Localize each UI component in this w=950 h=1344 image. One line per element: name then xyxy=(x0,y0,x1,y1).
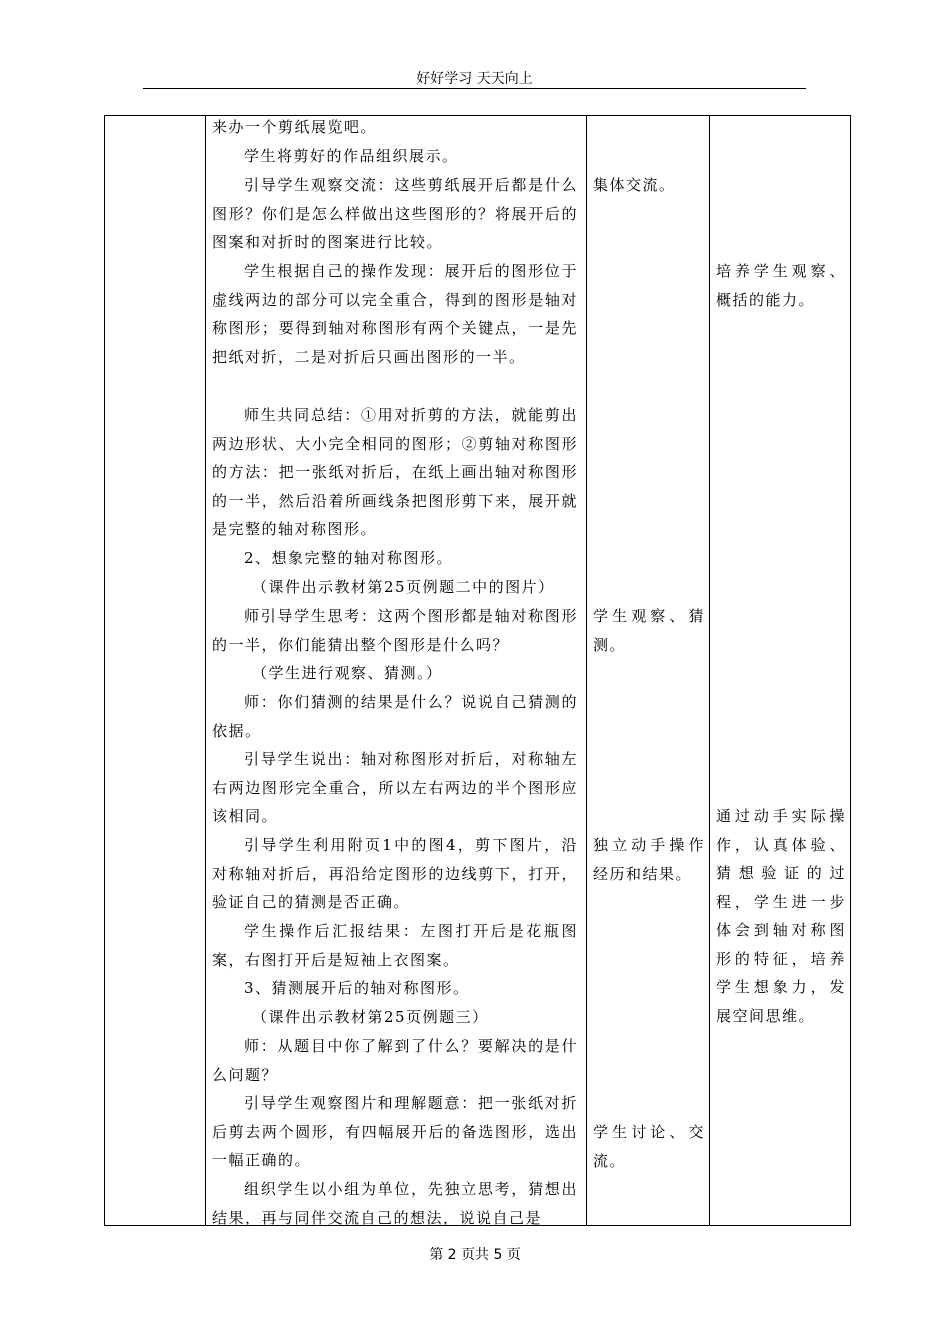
process-paragraph: 师：你们猜测的结果是什么？说说自己猜测的依据。 xyxy=(212,693,578,740)
student-activity-text: 集体交流。 xyxy=(593,176,676,194)
teaching-process-cell xyxy=(206,116,587,1226)
design-intent-text: 通过动手实际操作，认真体验、猜想验证的过程，学生进一步体会到轴对称图形的特征，培养学生想象力，发展空间思维。 xyxy=(716,807,846,1025)
process-paragraph: 师引导学生思考：这两个图形都是轴对称图形的一半，你们能猜出整个图形是什么吗？ xyxy=(212,607,578,654)
process-paragraph: 组织学生以小组为单位，先独立思考，猜想出结果，再与同伴交流自己的想法，说说自己是 xyxy=(212,1180,578,1227)
process-paragraph: （课件出示教材第25页例题三） xyxy=(252,1008,489,1026)
process-paragraph: 师：从题目中你了解到了什么？要解决的是什么问题？ xyxy=(212,1037,578,1084)
process-paragraph: 引导学生观察图片和理解题意：把一张纸对折后剪去两个圆形，有四幅展开后的备选图形，选出一幅正确的。 xyxy=(212,1094,578,1169)
design-intent-text: 培养学生观察、概括的能力。 xyxy=(716,262,846,309)
table-row xyxy=(105,116,851,1226)
process-paragraph: 学生将剪好的作品组织展示。 xyxy=(244,147,459,165)
student-activity-text: 学生观察、猜测。 xyxy=(593,607,705,654)
lesson-plan-table xyxy=(104,115,851,1226)
page-footer: 第 2 页共 5 页 xyxy=(429,1247,521,1263)
process-paragraph: （课件出示教材第25页例题二中的图片） xyxy=(252,578,555,596)
blank-column-cell xyxy=(105,116,206,1226)
process-paragraph: 引导学生观察交流：这些剪纸展开后都是什么图形？你们是怎么样做出这些图形的？将展开后的图案和对折时的图案进行比较。 xyxy=(212,176,578,251)
process-paragraph: 3、猜测展开后的轴对称图形。 xyxy=(244,979,470,997)
design-intent-cell xyxy=(710,116,851,1226)
process-paragraph: 2、想象完整的轴对称图形。 xyxy=(244,549,454,567)
process-paragraph: 引导学生说出：轴对称图形对折后，对称轴左右两边图形完全重合，所以左右两边的半个图形应该相同。 xyxy=(212,750,578,825)
process-paragraph: 来办一个剪纸展览吧。 xyxy=(212,118,378,136)
process-paragraph: 学生根据自己的操作发现：展开后的图形位于虚线两边的部分可以完全重合，得到的图形是轴对称图形；要得到轴对称图形有两个关键点，一是先把纸对折，二是对折后只画出图形的一半。 xyxy=(212,262,578,366)
student-activity-cell xyxy=(587,116,710,1226)
student-activity-text: 学生讨论、交流。 xyxy=(593,1123,705,1170)
process-paragraph: （学生进行观察、猜测。） xyxy=(252,664,443,682)
process-paragraph: 学生操作后汇报结果：左图打开后是花瓶图案，右图打开后是短袖上衣图案。 xyxy=(212,922,578,969)
process-paragraph: 引导学生利用附页1中的图4，剪下图片，沿对称轴对折后，再沿给定图形的边线剪下，打开，验证自己的猜测是否正确。 xyxy=(212,836,578,911)
page-header: 好好学习 天天向上 xyxy=(416,71,533,87)
header-rule xyxy=(143,88,806,89)
student-activity-text: 独立动手操作经历和结果。 xyxy=(593,836,705,883)
process-paragraph: 师生共同总结：①用对折剪的方法，就能剪出两边形状、大小完全相同的图形；②剪轴对称图形的方法：把一张纸对折后，在纸上画出轴对称图形的一半，然后沿着所画线条把图形剪下来，展开就是完整的轴对称图形。 xyxy=(212,406,578,538)
